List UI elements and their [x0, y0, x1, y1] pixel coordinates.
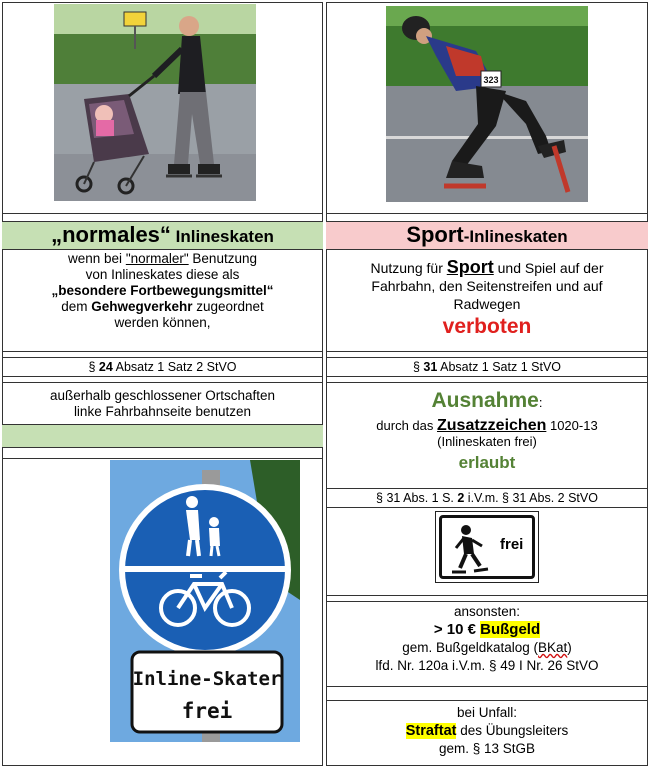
fine-block: ansonsten: > 10 € Bußgeld gem. Bußgeldkatalog (BKat) lfd. Nr. 120a i.V.m. § 49 I Nr. 26 StVO: [375, 604, 599, 673]
heading-rest: -Inlineskaten: [463, 227, 568, 246]
photo-speed-skater: [386, 6, 588, 202]
bkat-term: BKat: [538, 640, 568, 655]
sign-frei-text: frei: [500, 536, 524, 553]
sport-term: Sport: [446, 257, 494, 277]
left-column: [2, 2, 323, 766]
left-law-reference: § 24 Absatz 1 Satz 2 StVO: [88, 360, 237, 374]
additional-sign-term: Zusatzzeichen: [437, 417, 547, 434]
allowed-label: erlaubt: [458, 453, 516, 472]
sign-inline-skating-allowed: [435, 511, 539, 583]
sign-text-line2: frei: [181, 699, 233, 723]
right-law-reference: § 31 Absatz 1 Satz 1 StVO: [412, 360, 562, 374]
accident-block: bei Unfall: Straftat des Übungsleiters gem. § 13 StGB: [405, 705, 569, 756]
criminal-offence-term: Straftat: [405, 723, 457, 739]
normal-skating-rule: wenn bei "normaler" Benutzung von Inlineskates diese als „besondere Fortbewegungsmittel“ dem Gehwegverkehr zugeordnet werden können,: [2, 251, 323, 349]
forbidden-label: verboten: [442, 315, 532, 338]
sign-text-line1: Inline-Skater: [132, 668, 282, 690]
right-column: [326, 2, 648, 766]
heading-sport: Sport: [406, 222, 464, 247]
sidewalk-term: Gehwegverkehr: [91, 299, 193, 314]
fine-word: Bußgeld: [480, 621, 541, 638]
exception-law-reference: § 31 Abs. 1 S. 2 i.V.m. § 31 Abs. 2 StVO: [376, 491, 598, 505]
green-band: [2, 425, 323, 447]
exception-block: Ausnahme: durch das Zusatzzeichen 1020-13 (Inlineskaten frei) erlaubt: [326, 386, 648, 486]
exception-title: Ausnahme: [431, 389, 539, 412]
normal-skating-heading: [2, 222, 323, 249]
heading-quote: „normales“: [51, 222, 171, 247]
heading-rest: Inlineskaten: [170, 227, 274, 246]
racer-bib: 323: [483, 75, 499, 85]
photo-skater-with-stroller: [54, 4, 256, 201]
photo-shared-path-sign: [110, 460, 300, 742]
sport-skating-heading: [326, 222, 648, 249]
outside-town-rule: außerhalb geschlossener Ortschaften linke Fahrbahnseite benutzen: [49, 388, 276, 419]
sport-ban-rule: Nutzung für Sport und Spiel auf der Fahrbahn, den Seitenstreifen und auf Radwegen verboten: [326, 258, 648, 348]
normal-term: "normaler": [125, 251, 189, 266]
special-vehicle-term: „besondere Fortbewegungsmittel“: [51, 283, 274, 298]
